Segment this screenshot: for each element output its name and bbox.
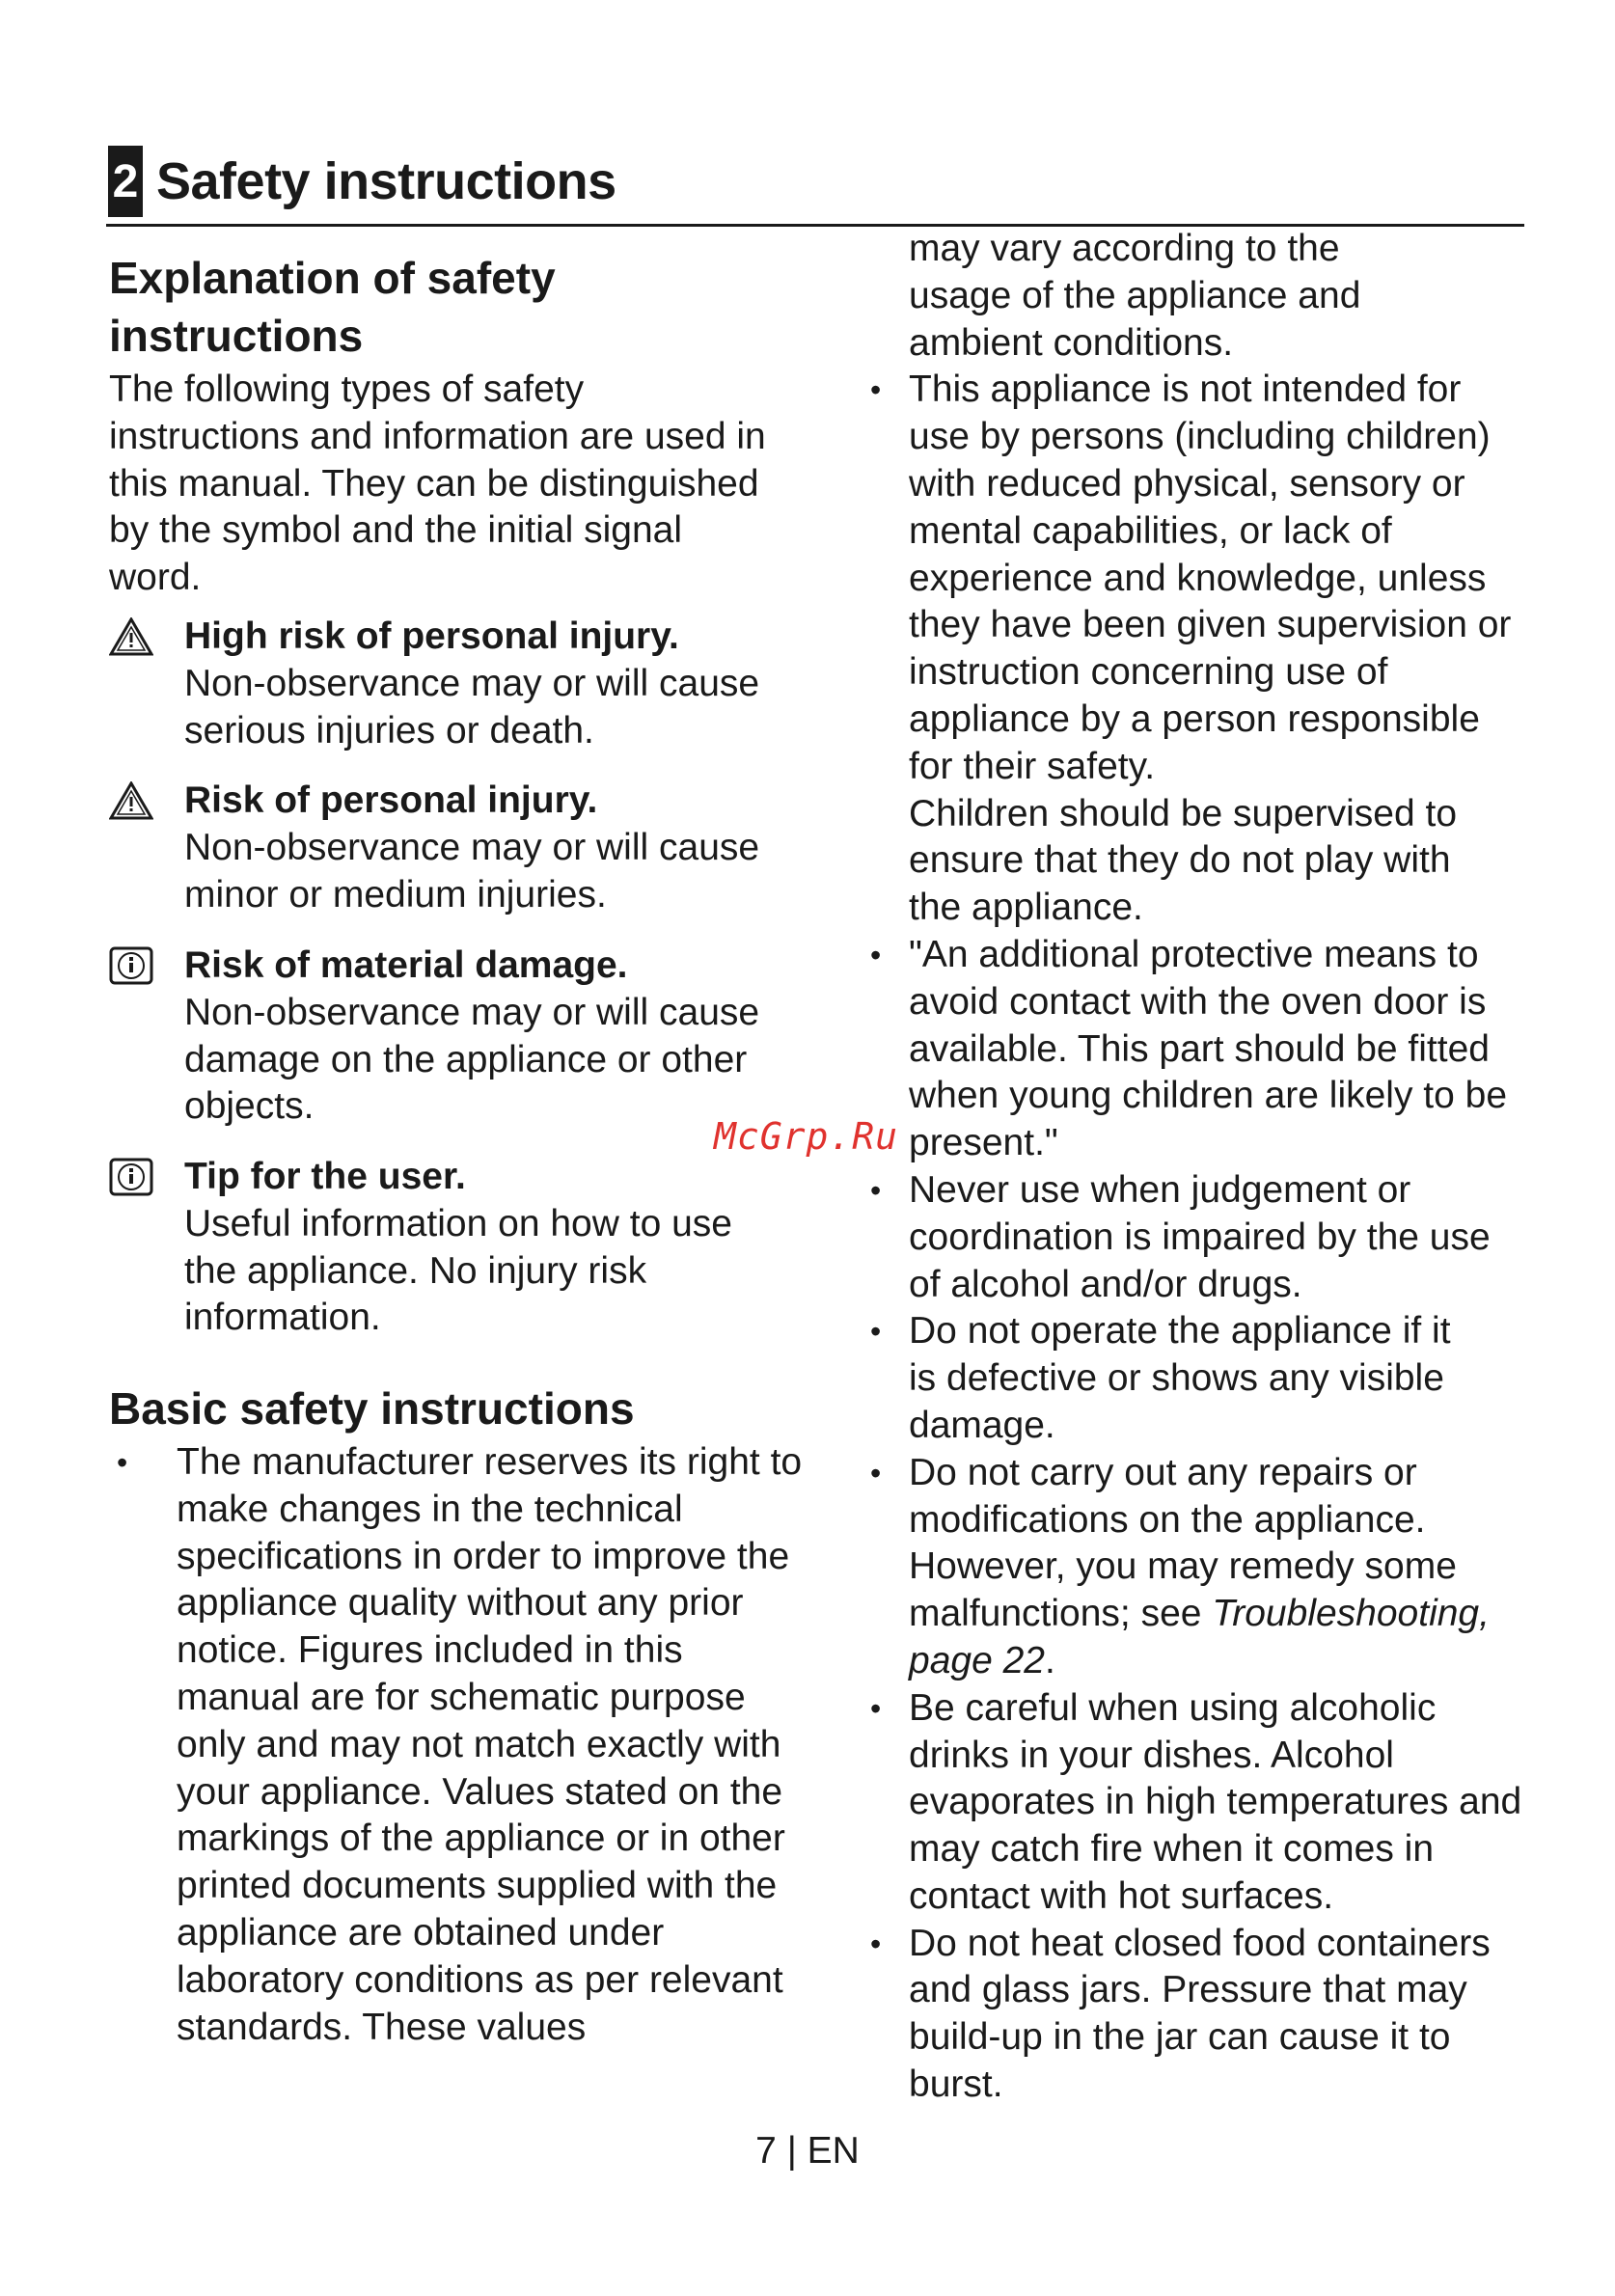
bullet-extra-text: Children should be supervised to ensure that they do not play with the appliance. bbox=[909, 792, 1458, 929]
page-footer bbox=[0, 2130, 1615, 2173]
entry-body: Non-observance may or will cause damage on the appliance or other objects. bbox=[184, 991, 760, 1128]
entry-body: Non-observance may or will cause serious injuries or death. bbox=[184, 662, 760, 752]
entry-high-risk bbox=[109, 614, 784, 754]
info-icon bbox=[109, 946, 153, 985]
list-item bbox=[841, 1308, 1526, 1449]
bullet-text: Do not operate the appliance if it is defective or shows any visible damage. bbox=[909, 1310, 1451, 1446]
footer-separator: | bbox=[786, 2130, 797, 2172]
entry-body: Useful information on how to use the appliance. No injury risk information. bbox=[184, 1202, 732, 1339]
bullet: • bbox=[870, 1690, 882, 1726]
page-title: Safety instructions bbox=[156, 152, 616, 210]
entry-personal-injury bbox=[109, 778, 784, 918]
entry-material-damage bbox=[109, 943, 784, 1131]
entry-title: Risk of personal injury. bbox=[184, 779, 598, 821]
entry-body: Non-observance may or will cause minor or medium injuries. bbox=[184, 826, 760, 916]
list-item bbox=[841, 932, 1526, 1167]
list-item bbox=[841, 1685, 1526, 1921]
bullet-text: This appliance is not intended for use by persons (including children) with reduced physical, sensory or mental capabilities, or lack of experience and knowledge, unless they have been given supervision or instruction concerning use of appliance by a person responsible for their safety. bbox=[909, 369, 1512, 787]
bullet: • bbox=[870, 1172, 882, 1208]
info-icon bbox=[109, 1158, 153, 1196]
continuation-text: may vary according to the usage of the appliance and ambient conditions. bbox=[909, 228, 1361, 364]
bullet-text: The manufacturer reserves its right to make changes in the technical specifications in order to improve the appliance quality without any prior notice. Figures included in this manual are for schematic purpose only and may not match exactly with your appliance. Values stated on the markings of the appliance or in other printed documents supplied with the appliance are obtained under laboratory conditions as per relevant standards. These values bbox=[177, 1441, 803, 2048]
troubleshooting-reference: Troubleshooting, page 22 bbox=[909, 1593, 1490, 1681]
list-item bbox=[841, 1167, 1526, 1308]
bullet: • bbox=[117, 1445, 128, 1480]
bullet-text-end: . bbox=[1044, 1639, 1055, 1681]
warning-triangle-icon bbox=[109, 781, 153, 820]
bullet-text bbox=[909, 1450, 1526, 1685]
bullet: • bbox=[870, 372, 882, 408]
page-number: 7 bbox=[755, 2130, 777, 2172]
entry-title: Risk of material damage. bbox=[184, 944, 628, 986]
entry-tip bbox=[109, 1154, 784, 1342]
explanation-heading: Explanation of safety instructions bbox=[109, 253, 556, 361]
entry-title: High risk of personal injury. bbox=[184, 615, 679, 657]
bullet: • bbox=[870, 1314, 882, 1350]
warning-triangle-icon bbox=[109, 617, 153, 656]
bullet: • bbox=[870, 1455, 882, 1490]
bullet: • bbox=[870, 937, 882, 972]
basic-safety-section bbox=[109, 1380, 804, 2051]
list-item bbox=[841, 367, 1526, 932]
bullet-text-part: Do not carry out any repairs or modifications on the appliance. However, you may remedy some malfunctions; see bbox=[909, 1451, 1457, 1635]
list-item bbox=[841, 1450, 1526, 1685]
entry-title: Tip for the user. bbox=[184, 1156, 466, 1197]
chapter-number: 2 bbox=[108, 146, 143, 217]
right-column bbox=[870, 226, 1526, 2109]
watermark: McGrp.Ru bbox=[714, 1115, 899, 1158]
list-item bbox=[109, 1439, 804, 2051]
bullet: • bbox=[870, 1926, 882, 1961]
language-code: EN bbox=[807, 2130, 860, 2172]
bullet-text: Never use when judgement or coordination is impaired by the use of alcohol and/or drugs. bbox=[909, 1168, 1491, 1305]
bullet-text: Be careful when using alcoholic drinks in your dishes. Alcohol evaporates in high temperatures and may catch fire when it comes in contact with hot surfaces. bbox=[909, 1686, 1522, 1917]
explanation-intro: The following types of safety instructions and information are used in this manual. They can be distinguished by the symbol and the initial signal word. bbox=[109, 369, 766, 599]
list-item bbox=[841, 1921, 1526, 2109]
bullet-text: Do not heat closed food containers and glass jars. Pressure that may build-up in the jar can cause it to burst. bbox=[909, 1922, 1491, 2106]
basic-heading: Basic safety instructions bbox=[109, 1383, 635, 1434]
bullet-text: "An additional protective means to avoid contact with the oven door is available. This part should be fitted when young children are likely to be present." bbox=[909, 933, 1508, 1164]
